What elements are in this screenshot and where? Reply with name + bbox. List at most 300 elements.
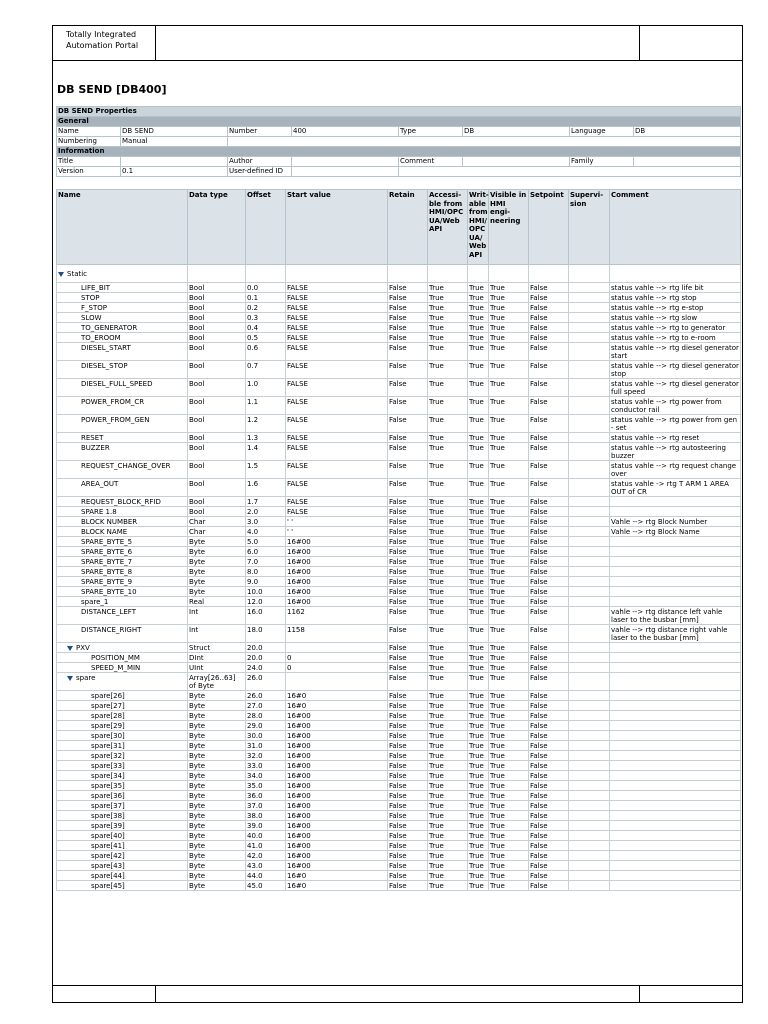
cell-datatype[interactable]: UInt [188,663,246,673]
cell-start-value[interactable]: FALSE [286,293,388,303]
cell-accessible[interactable]: True [428,781,468,791]
table-row[interactable] [57,557,741,567]
cell-writable[interactable]: True [468,871,489,881]
cell-start-value[interactable]: 1158 [286,625,388,643]
cell-offset[interactable]: 7.0 [246,557,286,567]
cell-setpoint[interactable]: False [529,577,569,587]
cell-datatype[interactable]: Byte [188,691,246,701]
cell-visible[interactable]: True [489,881,529,891]
cell-accessible[interactable]: True [428,303,468,313]
table-row[interactable] [57,801,741,811]
cell-supervision[interactable] [569,587,610,597]
cell-comment[interactable] [610,507,741,517]
cell-visible[interactable]: True [489,343,529,361]
cell-writable[interactable]: True [468,761,489,771]
cell-start-value[interactable]: FALSE [286,361,388,379]
cell-offset[interactable]: 45.0 [246,881,286,891]
cell-writable[interactable]: True [468,821,489,831]
cell-comment[interactable]: status vahle --> rtg diesel generator start [611,344,739,360]
table-row[interactable] [57,663,741,673]
cell-supervision[interactable] [569,577,610,587]
cell-writable[interactable]: True [468,643,489,653]
cell-supervision[interactable] [569,881,610,891]
cell-retain[interactable]: False [388,293,428,303]
cell-datatype[interactable]: Bool [188,303,246,313]
cell-visible[interactable]: True [489,711,529,721]
table-row[interactable] [57,731,741,741]
static-section-row[interactable] [57,265,741,283]
cell-comment[interactable] [610,811,741,821]
cell-start-value[interactable]: FALSE [286,303,388,313]
cell-supervision[interactable] [569,761,610,771]
cell-setpoint[interactable]: False [529,881,569,891]
cell-name[interactable] [57,461,188,479]
cell-comment[interactable] [610,871,741,881]
cell-accessible[interactable]: True [428,313,468,323]
cell-offset[interactable]: 1.2 [246,415,286,433]
cell-visible[interactable]: True [489,527,529,537]
cell-start-value[interactable]: FALSE [286,479,388,497]
cell-visible[interactable]: True [489,333,529,343]
cell-visible[interactable]: True [489,479,529,497]
cell-supervision[interactable] [569,397,610,415]
table-row[interactable] [57,841,741,851]
cell-name[interactable] [57,567,188,577]
cell-setpoint[interactable]: False [529,653,569,663]
cell-writable[interactable]: True [468,547,489,557]
cell-comment[interactable]: status vahle -> rtg T ARM 1 AREA OUT of CR [610,479,741,497]
cell-supervision[interactable] [569,643,610,653]
cell-setpoint[interactable]: False [529,801,569,811]
cell-name[interactable] [57,333,188,343]
cell-accessible[interactable]: True [428,791,468,801]
cell-writable[interactable]: True [468,751,489,761]
cell-name[interactable] [57,517,188,527]
cell-datatype[interactable]: Int [188,625,246,643]
cell-visible[interactable]: True [489,597,529,607]
cell-datatype[interactable]: Byte [188,557,246,567]
cell-setpoint[interactable]: False [529,547,569,557]
cell-visible[interactable]: True [489,557,529,567]
cell-visible[interactable]: True [489,497,529,507]
cell-accessible[interactable]: True [428,811,468,821]
table-row[interactable] [57,507,741,517]
cell-datatype[interactable]: Char [188,527,246,537]
cell-datatype[interactable]: Byte [188,881,246,891]
cell-name[interactable] [57,831,188,841]
table-row[interactable] [57,771,741,781]
cell-datatype[interactable]: Byte [188,831,246,841]
cell-datatype[interactable]: Char [188,517,246,527]
cell-writable[interactable]: True [468,801,489,811]
cell-name[interactable] [57,479,188,497]
cell-name[interactable] [57,811,188,821]
cell-start-value[interactable]: FALSE [286,397,388,415]
cell-supervision[interactable] [569,323,610,333]
cell-datatype[interactable]: Bool [188,507,246,517]
cell-accessible[interactable]: True [428,587,468,597]
cell-accessible[interactable]: True [428,333,468,343]
cell-offset[interactable]: 30.0 [246,731,286,741]
cell-retain[interactable]: False [388,741,428,751]
cell-retain[interactable]: False [388,607,428,625]
cell-accessible[interactable]: True [428,547,468,557]
cell-accessible[interactable]: True [428,663,468,673]
cell-accessible[interactable]: True [428,801,468,811]
cell-start-value[interactable]: 16#0 [286,701,388,711]
table-row[interactable] [57,701,741,711]
cell-setpoint[interactable]: False [529,771,569,781]
cell-offset[interactable]: 5.0 [246,537,286,547]
cell-retain[interactable]: False [388,517,428,527]
cell-visible[interactable]: True [489,841,529,851]
table-row[interactable] [57,333,741,343]
cell-name[interactable] [57,433,188,443]
cell-name[interactable] [57,781,188,791]
cell-visible[interactable]: True [489,821,529,831]
cell-visible[interactable]: True [489,379,529,397]
cell-comment[interactable] [610,691,741,701]
cell-visible[interactable]: True [489,663,529,673]
cell-writable[interactable]: True [468,861,489,871]
cell-accessible[interactable]: True [428,841,468,851]
cell-visible[interactable]: True [489,361,529,379]
cell-supervision[interactable] [569,557,610,567]
cell-start-value[interactable]: FALSE [286,461,388,479]
cell-retain[interactable]: False [388,303,428,313]
cell-start-value[interactable]: 16#00 [286,831,388,841]
cell-offset[interactable]: 34.0 [246,771,286,781]
cell-setpoint[interactable]: False [529,587,569,597]
cell-offset[interactable]: 1.1 [246,397,286,415]
cell-start-value[interactable]: 16#00 [286,567,388,577]
cell-writable[interactable]: True [468,303,489,313]
table-row[interactable] [57,587,741,597]
cell-retain[interactable]: False [388,831,428,841]
cell-visible[interactable]: True [489,283,529,293]
cell-supervision[interactable] [569,771,610,781]
cell-comment[interactable] [610,643,741,653]
cell-name[interactable] [57,791,188,801]
cell-retain[interactable]: False [388,851,428,861]
cell-setpoint[interactable]: False [529,479,569,497]
cell-datatype[interactable]: Byte [188,821,246,831]
cell-name[interactable] [57,691,188,701]
cell-start-value[interactable]: 16#00 [286,861,388,871]
cell-name[interactable] [57,871,188,881]
cell-retain[interactable]: False [388,497,428,507]
cell-retain[interactable]: False [388,673,428,691]
cell-retain[interactable]: False [388,711,428,721]
cell-supervision[interactable] [569,691,610,701]
cell-retain[interactable]: False [388,597,428,607]
table-row[interactable] [57,597,741,607]
cell-setpoint[interactable]: False [529,701,569,711]
cell-comment[interactable] [610,673,741,691]
cell-offset[interactable]: 37.0 [246,801,286,811]
cell-setpoint[interactable]: False [529,871,569,881]
cell-name[interactable] [57,673,188,691]
cell-accessible[interactable]: True [428,761,468,771]
cell-setpoint[interactable]: False [529,537,569,547]
cell-visible[interactable]: True [489,415,529,433]
cell-comment[interactable] [610,851,741,861]
cell-comment[interactable] [610,791,741,801]
cell-name[interactable] [57,625,188,643]
cell-setpoint[interactable]: False [529,597,569,607]
cell-offset[interactable]: 0.3 [246,313,286,323]
cell-offset[interactable]: 0.1 [246,293,286,303]
cell-offset[interactable]: 10.0 [246,587,286,597]
cell-writable[interactable]: True [468,741,489,751]
cell-writable[interactable]: True [468,831,489,841]
table-row[interactable] [57,781,741,791]
cell-supervision[interactable] [569,625,610,643]
cell-name[interactable] [57,283,188,293]
cell-retain[interactable]: False [388,415,428,433]
cell-start-value[interactable]: 16#00 [286,587,388,597]
cell-start-value[interactable]: 16#0 [286,691,388,701]
cell-supervision[interactable] [569,701,610,711]
cell-retain[interactable]: False [388,841,428,851]
cell-datatype[interactable]: Byte [188,587,246,597]
table-row[interactable] [57,443,741,461]
cell-supervision[interactable] [569,379,610,397]
cell-comment[interactable] [610,663,741,673]
cell-start-value[interactable]: ' ' [286,527,388,537]
cell-retain[interactable]: False [388,537,428,547]
cell-supervision[interactable] [569,663,610,673]
cell-setpoint[interactable]: False [529,415,569,433]
cell-datatype[interactable]: Bool [188,283,246,293]
cell-name[interactable] [57,313,188,323]
cell-start-value[interactable]: 16#00 [286,761,388,771]
cell-retain[interactable]: False [388,811,428,821]
cell-comment[interactable]: status vahle --> rtg to generator [610,323,741,333]
cell-writable[interactable]: True [468,587,489,597]
cell-start-value[interactable]: 16#00 [286,791,388,801]
cell-datatype[interactable]: Byte [188,781,246,791]
cell-offset[interactable]: 1.6 [246,479,286,497]
cell-supervision[interactable] [569,721,610,731]
cell-visible[interactable]: True [489,801,529,811]
table-row[interactable] [57,527,741,537]
cell-retain[interactable]: False [388,547,428,557]
cell-accessible[interactable]: True [428,461,468,479]
cell-comment[interactable]: Vahle --> rtg Block Name [610,527,741,537]
cell-name[interactable] [57,751,188,761]
table-row[interactable] [57,547,741,557]
cell-writable[interactable]: True [468,507,489,517]
cell-visible[interactable]: True [489,537,529,547]
table-row[interactable] [57,303,741,313]
cell-name[interactable] [57,527,188,537]
cell-offset[interactable]: 1.5 [246,461,286,479]
cell-writable[interactable]: True [468,781,489,791]
cell-writable[interactable]: True [468,881,489,891]
cell-offset[interactable]: 0.0 [246,283,286,293]
cell-writable[interactable]: True [468,597,489,607]
cell-comment[interactable]: status vahle --> rtg life bit [610,283,741,293]
cell-writable[interactable]: True [468,607,489,625]
expand-triangle-icon[interactable] [67,676,73,681]
cell-datatype[interactable]: Bool [188,497,246,507]
cell-supervision[interactable] [569,293,610,303]
cell-accessible[interactable]: True [428,379,468,397]
cell-accessible[interactable]: True [428,721,468,731]
cell-comment[interactable] [610,731,741,741]
cell-accessible[interactable]: True [428,497,468,507]
cell-retain[interactable]: False [388,721,428,731]
cell-datatype[interactable]: Bool [188,461,246,479]
cell-setpoint[interactable]: False [529,781,569,791]
cell-start-value[interactable]: FALSE [286,507,388,517]
cell-retain[interactable]: False [388,821,428,831]
cell-datatype[interactable]: Byte [188,841,246,851]
cell-datatype[interactable]: Byte [188,701,246,711]
cell-visible[interactable]: True [489,397,529,415]
cell-visible[interactable]: True [489,507,529,517]
cell-offset[interactable]: 33.0 [246,761,286,771]
cell-retain[interactable]: False [388,313,428,323]
cell-supervision[interactable] [569,781,610,791]
cell-supervision[interactable] [569,433,610,443]
cell-comment[interactable]: vahle --> rtg distance left vahle laser to the busbar [mm] [610,607,741,625]
expand-triangle-icon[interactable] [58,272,64,277]
cell-setpoint[interactable]: False [529,361,569,379]
cell-start-value[interactable]: FALSE [286,415,388,433]
cell-visible[interactable]: True [489,831,529,841]
cell-writable[interactable]: True [468,811,489,821]
cell-accessible[interactable]: True [428,433,468,443]
cell-retain[interactable]: False [388,761,428,771]
cell-comment[interactable]: status vahle --> rtg stop [610,293,741,303]
cell-offset[interactable]: 12.0 [246,597,286,607]
cell-retain[interactable]: False [388,861,428,871]
table-row[interactable] [57,379,741,397]
cell-visible[interactable]: True [489,691,529,701]
cell-supervision[interactable] [569,361,610,379]
cell-accessible[interactable]: True [428,751,468,761]
cell-setpoint[interactable]: False [529,751,569,761]
cell-start-value[interactable]: 0 [286,653,388,663]
cell-comment[interactable]: status vahle --> rtg request change over [610,461,741,479]
cell-writable[interactable]: True [468,313,489,323]
cell-setpoint[interactable]: False [529,663,569,673]
cell-start-value[interactable]: 16#00 [286,751,388,761]
cell-name[interactable] [57,303,188,313]
cell-offset[interactable]: 6.0 [246,547,286,557]
cell-supervision[interactable] [569,283,610,293]
cell-name[interactable] [57,643,188,653]
cell-name[interactable] [57,721,188,731]
cell-datatype[interactable]: Bool [188,323,246,333]
cell-writable[interactable]: True [468,691,489,701]
cell-datatype[interactable]: Bool [188,433,246,443]
cell-start-value[interactable]: 16#00 [286,741,388,751]
cell-writable[interactable]: True [468,397,489,415]
table-row[interactable] [57,415,741,433]
cell-retain[interactable]: False [388,751,428,761]
cell-offset[interactable]: 41.0 [246,841,286,851]
cell-retain[interactable]: False [388,361,428,379]
cell-offset[interactable]: 36.0 [246,791,286,801]
cell-name[interactable] [57,761,188,771]
cell-supervision[interactable] [569,527,610,537]
cell-setpoint[interactable]: False [529,433,569,443]
cell-supervision[interactable] [569,751,610,761]
cell-visible[interactable]: True [489,861,529,871]
cell-setpoint[interactable]: False [529,283,569,293]
table-row[interactable] [57,673,741,691]
cell-writable[interactable]: True [468,567,489,577]
cell-offset[interactable]: 26.0 [246,691,286,701]
cell-accessible[interactable]: True [428,871,468,881]
cell-comment[interactable] [610,881,741,891]
table-row[interactable] [57,577,741,587]
cell-setpoint[interactable]: False [529,673,569,691]
cell-writable[interactable]: True [468,673,489,691]
cell-writable[interactable]: True [468,841,489,851]
cell-offset[interactable]: 35.0 [246,781,286,791]
cell-setpoint[interactable]: False [529,861,569,871]
table-row[interactable] [57,497,741,507]
cell-name[interactable] [57,361,188,379]
cell-writable[interactable]: True [468,333,489,343]
cell-comment[interactable]: status vahle --> rtg power from gen - set [610,415,741,433]
cell-supervision[interactable] [569,791,610,801]
cell-datatype[interactable]: Real [188,597,246,607]
cell-comment[interactable]: status vahle --> rtg diesel generator stop [611,362,739,378]
cell-comment[interactable]: status vahle --> rtg power from conductor rail [610,397,741,415]
cell-datatype[interactable]: Byte [188,547,246,557]
cell-accessible[interactable]: True [428,323,468,333]
cell-retain[interactable]: False [388,791,428,801]
cell-start-value[interactable]: FALSE [286,323,388,333]
cell-start-value[interactable] [286,673,388,691]
cell-name[interactable] [57,537,188,547]
cell-visible[interactable]: True [489,721,529,731]
cell-comment[interactable] [610,577,741,587]
cell-datatype[interactable]: Int [188,607,246,625]
cell-comment[interactable] [610,497,741,507]
cell-retain[interactable]: False [388,653,428,663]
cell-visible[interactable]: True [489,587,529,597]
cell-retain[interactable]: False [388,323,428,333]
cell-offset[interactable]: 39.0 [246,821,286,831]
cell-start-value[interactable]: FALSE [286,433,388,443]
table-row[interactable] [57,861,741,871]
cell-offset[interactable]: 9.0 [246,577,286,587]
cell-comment[interactable]: status vahle --> rtg autosteering buzzer [610,443,741,461]
cell-supervision[interactable] [569,841,610,851]
cell-comment[interactable]: status vahle --> rtg to e-room [610,333,741,343]
cell-accessible[interactable]: True [428,283,468,293]
cell-name[interactable] [57,881,188,891]
cell-name[interactable] [57,607,188,625]
cell-retain[interactable]: False [388,343,428,361]
cell-name[interactable] [57,507,188,517]
cell-writable[interactable]: True [468,721,489,731]
cell-start-value[interactable]: 16#00 [286,547,388,557]
cell-datatype[interactable]: Byte [188,567,246,577]
cell-datatype[interactable]: Byte [188,761,246,771]
table-row[interactable] [57,537,741,547]
cell-comment[interactable] [610,841,741,851]
cell-name[interactable] [57,497,188,507]
cell-comment[interactable]: status vahle --> rtg reset [610,433,741,443]
cell-visible[interactable]: True [489,461,529,479]
